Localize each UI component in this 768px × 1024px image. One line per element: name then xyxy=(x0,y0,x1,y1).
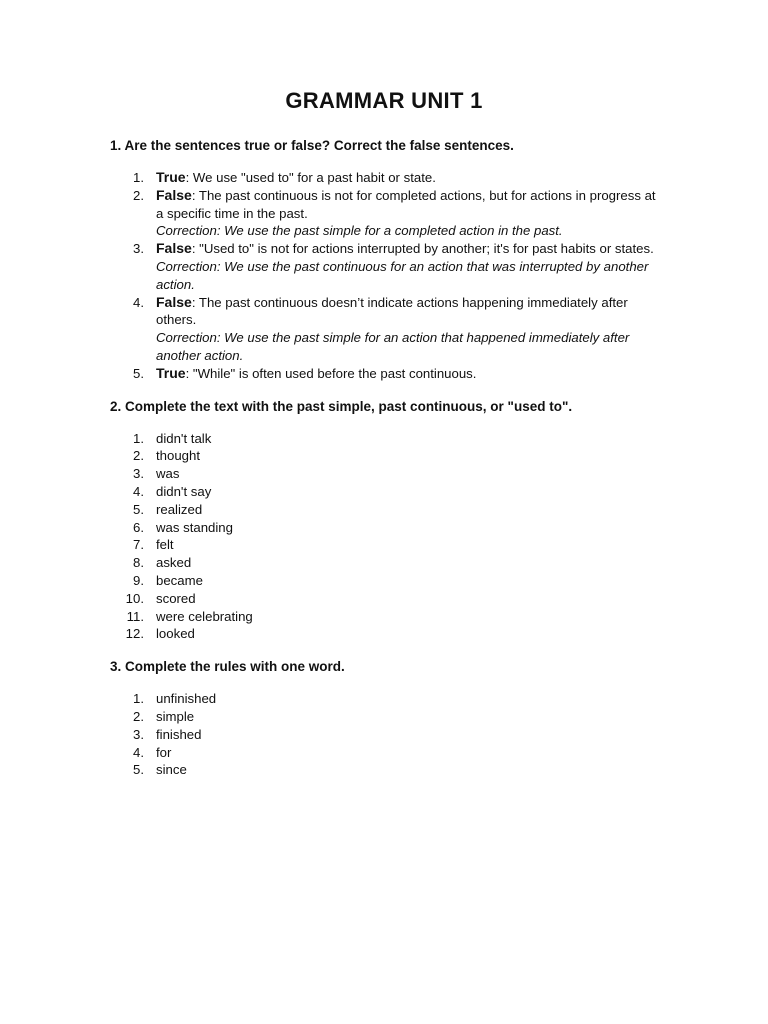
item-number: 1. xyxy=(133,430,144,446)
item-text: was xyxy=(156,466,180,482)
item-number: 3. xyxy=(133,466,144,482)
item-number: 2. xyxy=(133,187,144,203)
section-heading: 3. Complete the rules with one word. xyxy=(110,659,345,675)
item-text: felt xyxy=(156,537,174,553)
item-number: 10. xyxy=(125,590,144,606)
page-title: GRAMMAR UNIT 1 xyxy=(285,88,483,113)
list-item xyxy=(110,708,658,726)
true-false-list xyxy=(110,169,658,383)
list-item xyxy=(110,554,658,572)
list-item xyxy=(110,465,658,483)
item-text: since xyxy=(156,762,187,778)
verdict: False xyxy=(156,186,192,203)
item-text: for xyxy=(156,744,172,760)
item-text: : "Used to" is not for actions interrupted by another; it's for past habits or states. xyxy=(191,241,654,257)
list-item xyxy=(110,169,658,187)
verdict: True xyxy=(156,169,186,185)
item-text: asked xyxy=(156,555,192,571)
item-text: finished xyxy=(156,726,202,742)
item-text: : The past continuous doesn’t indicate actions happening immediately after others. xyxy=(156,294,628,328)
section-true-false xyxy=(110,138,658,383)
list-item xyxy=(110,726,658,744)
item-number: 7. xyxy=(133,537,144,553)
item-number: 11. xyxy=(126,608,144,624)
item-text: realized xyxy=(156,501,203,517)
answer-list xyxy=(110,690,658,779)
item-text: : We use "used to" for a past habit or state. xyxy=(185,170,436,185)
section-heading: 1. Are the sentences true or false? Correct the false sentences. xyxy=(110,138,514,153)
verdict: False xyxy=(156,293,192,310)
item-number: 3. xyxy=(133,726,144,742)
list-item xyxy=(110,519,658,537)
list-item xyxy=(110,430,658,448)
item-text: : The past continuous is not for completed actions, but for actions in progress at a specific time in the past. xyxy=(156,187,656,221)
section-complete-text xyxy=(110,399,658,644)
item-number: 2. xyxy=(133,708,144,724)
correction-text: Correction: We use the past continuous for an action that was interrupted by another action. xyxy=(156,258,649,292)
item-number: 8. xyxy=(133,555,144,571)
item-number: 6. xyxy=(133,519,144,535)
item-number: 5. xyxy=(133,501,144,517)
item-number: 4. xyxy=(133,744,144,760)
correction-text: Correction: We use the past simple for a completed action in the past. xyxy=(156,223,563,239)
list-item xyxy=(110,590,658,608)
item-text: unfinished xyxy=(156,691,217,707)
list-item xyxy=(110,501,658,519)
item-text: didn't talk xyxy=(156,430,212,446)
item-number: 5. xyxy=(133,365,144,381)
answer-list xyxy=(110,430,658,644)
section-heading: 2. Complete the text with the past simple, past continuous, or "used to". xyxy=(110,398,573,414)
list-item xyxy=(110,572,658,590)
list-item xyxy=(110,483,658,501)
item-text: was standing xyxy=(156,519,233,535)
correction-text: Correction: We use the past simple for an action that happened immediately after another action. xyxy=(156,330,630,363)
item-number: 4. xyxy=(133,483,144,499)
item-number: 12. xyxy=(125,626,144,642)
item-number: 9. xyxy=(133,572,144,588)
item-text: didn't say xyxy=(156,483,212,499)
item-number: 5. xyxy=(133,762,144,778)
item-number: 2. xyxy=(133,448,144,464)
list-item xyxy=(110,187,658,240)
list-item xyxy=(110,690,658,708)
item-text: : "While" is often used before the past continuous. xyxy=(185,365,477,381)
item-number: 1. xyxy=(133,170,144,185)
item-text: thought xyxy=(156,448,200,464)
section-complete-rules xyxy=(110,659,658,779)
item-text: were celebrating xyxy=(156,608,253,624)
verdict: False xyxy=(156,240,192,257)
verdict: True xyxy=(156,364,186,381)
list-item xyxy=(110,744,658,762)
item-text: simple xyxy=(156,708,195,724)
item-text: looked xyxy=(156,626,195,642)
item-number: 3. xyxy=(133,241,144,257)
item-text: scored xyxy=(156,590,196,606)
list-item xyxy=(110,365,658,383)
list-item xyxy=(110,447,658,465)
list-item xyxy=(110,625,658,643)
item-text: became xyxy=(156,572,203,588)
list-item xyxy=(110,294,658,365)
list-item xyxy=(110,536,658,554)
item-number: 1. xyxy=(133,691,144,707)
list-item xyxy=(110,761,658,779)
list-item xyxy=(110,240,658,293)
item-number: 4. xyxy=(133,294,144,310)
list-item xyxy=(110,608,658,626)
